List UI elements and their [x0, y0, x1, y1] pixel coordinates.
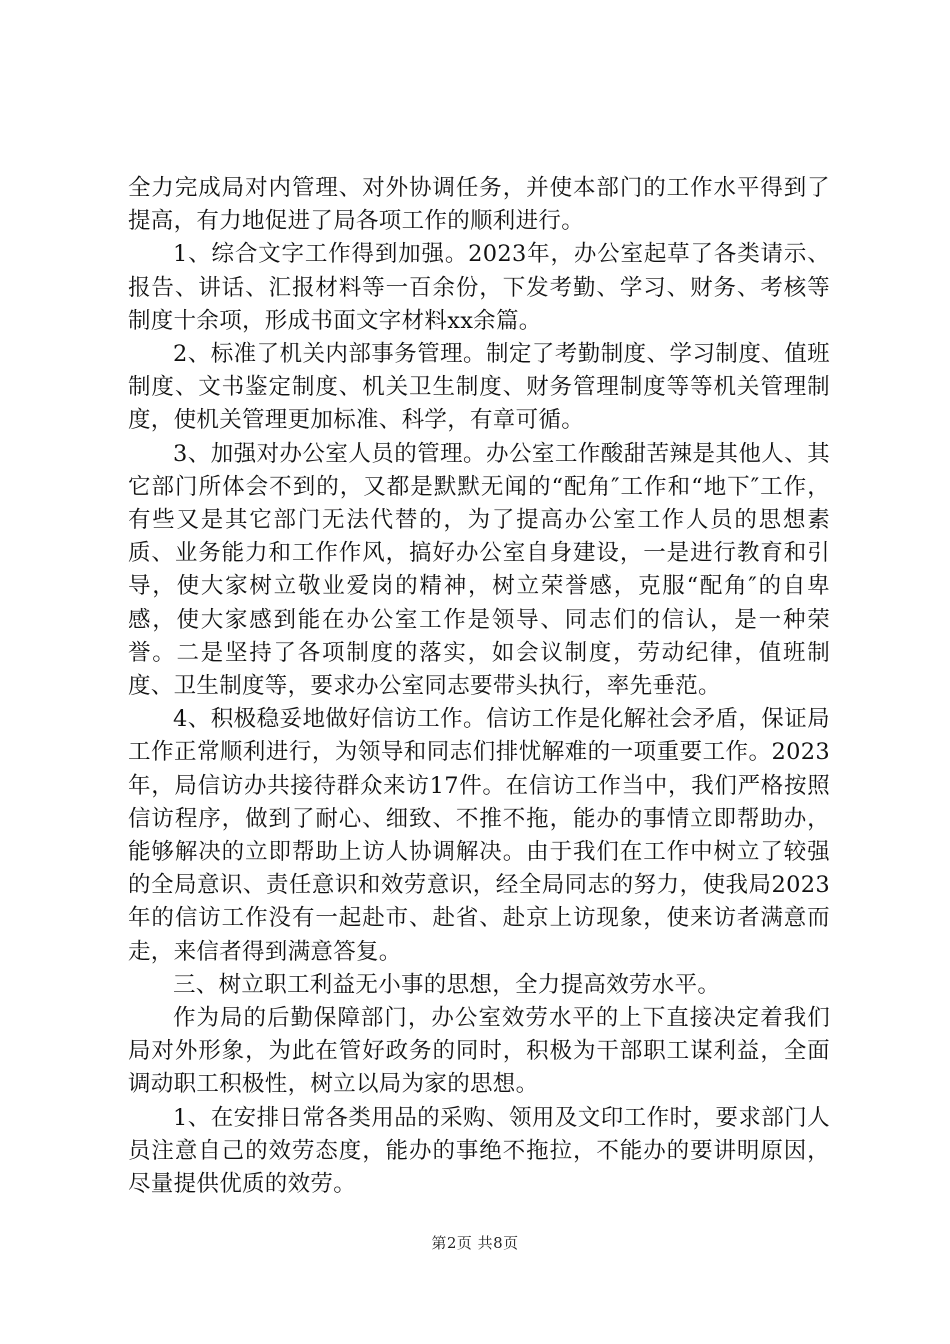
paragraph-item-1: 1、综合文字工作得到加强。2023年，办公室起草了各类请示、报告、讲话、汇报材料等一百余份，下发考勤、学习、财务、考核等制度十余项，形成书面文字材料xx余篇。	[128, 241, 830, 334]
section-heading-3: 三、树立职工利益无小事的思想，全力提高效劳水平。	[173, 971, 721, 998]
paragraph-item-2: 2、标准了机关内部事务管理。制定了考勤制度、学习制度、值班制度、文书鉴定制度、机关卫生制度、财务管理制度等等机关管理制度，使机关管理更加标准、科学，有章可循。	[128, 341, 830, 434]
paragraph-subitem-1: 1、在安排日常各类用品的采购、领用及文印工作时，要求部门人员注意自己的效劳态度，能办的事绝不拖拉，不能办的要讲明原因，尽量提供优质的效劳。	[128, 1104, 830, 1198]
document-body	[128, 172, 830, 1201]
paragraph-item-3: 3、加强对办公室人员的管理。办公室工作酸甜苦辣是其他人、其它部门所体会不到的，又都是默默无闻的“配角″工作和“地下″工作，有些又是其它部门无法代替的，为了提高办公室工作人员的思想素质、业务能力和工作作风，搞好办公室自身建设，一是进行教育和引导，使大家树立敬业爱岗的精神，树立荣誉感，克服“配角″的自卑感，使大家感到能在办公室工作是领导、同志们的信认，是一种荣誉。二是坚持了各项制度的落实，如会议制度，劳动纪律，值班制度、卫生制度等，要求办公室同志要带头执行，率先垂范。	[128, 440, 830, 700]
page-number-footer: 第2页 共8页	[431, 1234, 519, 1252]
paragraph-item-4: 4、积极稳妥地做好信访工作。信访工作是化解社会矛盾，保证局工作正常顺利进行，为领导和同志们排忧解难的一项重要工作。2023年，局信访办共接待群众来访17件。在信访工作当中，我们严格按照信访程序，做到了耐心、细致、不推不拖，能办的事情立即帮助办，能够解决的立即帮助上访人协调解决。由于我们在工作中树立了较强的全局意识、责任意识和效劳意识，经全局同志的努力，使我局2023年的信访工作没有一起赴市、赴省、赴京上访现象，使来访者满意而走，来信者得到满意答复。	[128, 706, 830, 965]
paragraph-continuation: 全力完成局对内管理、对外协调任务，并使本部门的工作水平得到了提高，有力地促进了局各项工作的顺利进行。	[128, 175, 830, 235]
paragraph-intro: 作为局的后勤保障部门，办公室效劳水平的上下直接决定着我们局对外形象，为此在管好政务的同时，积极为干部职工谋利益，全面调动职工积极性，树立以局为家的思想。	[128, 1005, 830, 1098]
